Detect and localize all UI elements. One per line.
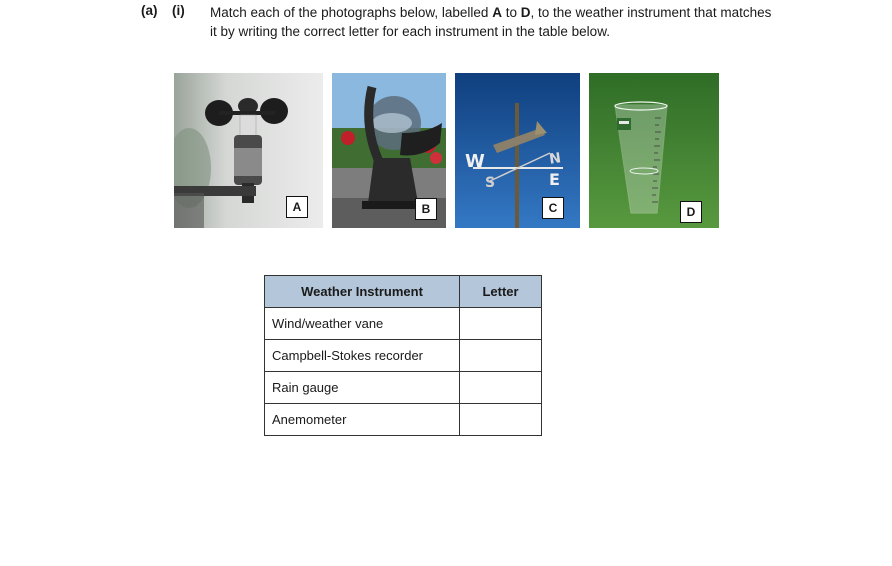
letter-answer-cell[interactable] <box>460 340 542 372</box>
svg-text:S: S <box>485 175 496 191</box>
photo-d <box>589 73 719 228</box>
header-letter: Letter <box>460 276 542 308</box>
instrument-name: Anemometer <box>265 404 460 436</box>
photo-label-a: A <box>286 196 308 218</box>
table-row <box>265 308 542 340</box>
photo-a <box>174 73 323 228</box>
question-subpart: (i) <box>172 3 185 18</box>
instrument-name: Rain gauge <box>265 372 460 404</box>
photo-label-d: D <box>680 201 702 223</box>
header-weather-instrument: Weather Instrument <box>265 276 460 308</box>
svg-text:N: N <box>548 150 563 168</box>
table-header-row <box>265 276 542 308</box>
question-part: (a) <box>141 3 158 18</box>
question-header <box>0 3 892 43</box>
photo-label-b: B <box>415 198 437 220</box>
letter-answer-cell[interactable] <box>460 372 542 404</box>
table-row <box>265 340 542 372</box>
svg-text:W: W <box>465 151 485 172</box>
photo-c <box>455 73 580 228</box>
photo-label-c: C <box>542 197 564 219</box>
question-text: Match each of the photographs below, labelled A to D, to the weather instrument that matches it by writing the correct letter for each instrument in the table below. <box>210 5 772 39</box>
instrument-table <box>264 275 542 436</box>
letter-answer-cell[interactable] <box>460 308 542 340</box>
instrument-name: Campbell-Stokes recorder <box>265 340 460 372</box>
svg-text:E: E <box>549 170 560 189</box>
table-row <box>265 372 542 404</box>
table-row <box>265 404 542 436</box>
instrument-name: Wind/weather vane <box>265 308 460 340</box>
letter-answer-cell[interactable] <box>460 404 542 436</box>
photo-b <box>332 73 446 228</box>
